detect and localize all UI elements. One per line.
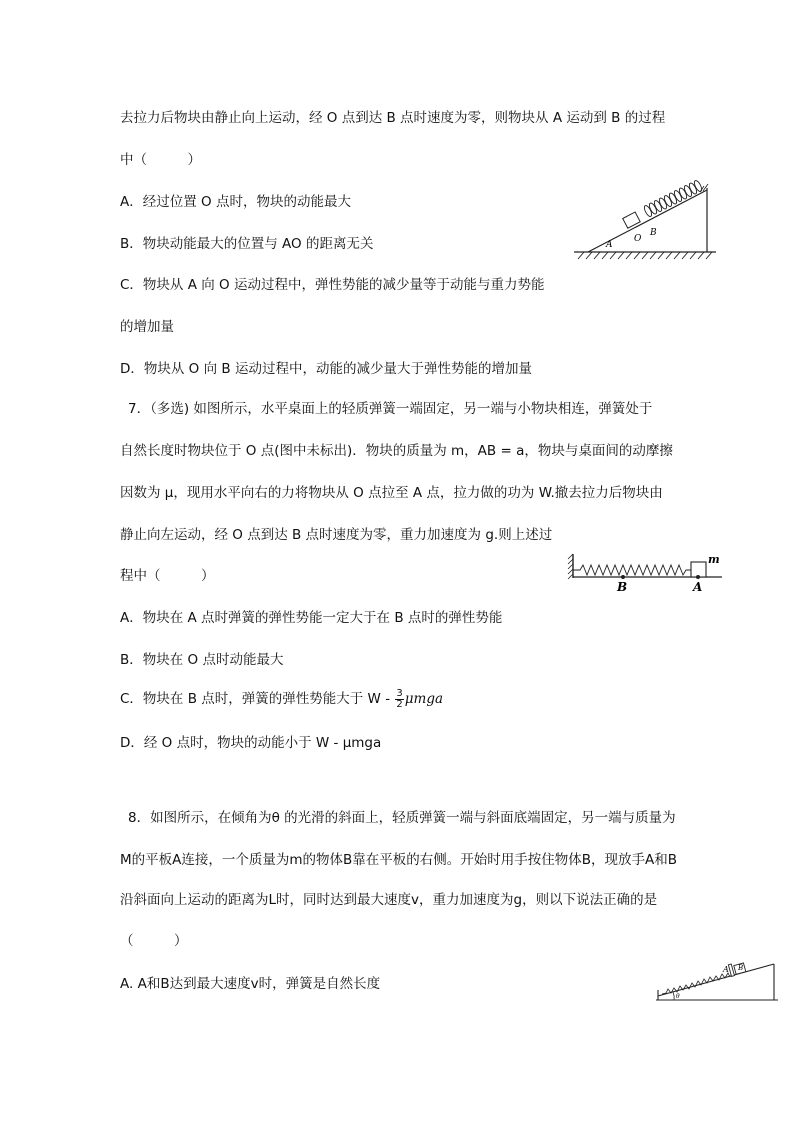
q8-stem-line2: M的平板A连接，一个质量为m的物体B靠在平板的右侧。开始时用手按住物体B，现放手A和B <box>120 852 678 868</box>
q7-stem-line5: 程中（ ） <box>120 568 215 584</box>
q7-option-c-suffix: μmga <box>404 691 444 707</box>
point-a-dot <box>696 575 700 579</box>
spring-zigzag <box>573 565 691 575</box>
ground-hatching <box>578 252 712 259</box>
spring-zigzag <box>662 973 730 994</box>
label-m: m <box>708 553 720 566</box>
label-a: A <box>606 240 613 250</box>
incline-surface <box>658 964 774 996</box>
q6-stem-line2: 中（ ） <box>120 152 201 168</box>
q6-option-b[interactable]: B．物块动能最大的位置与 AO 的距离无关 <box>120 236 374 252</box>
q7-option-b[interactable]: B．物块在 O 点时动能最大 <box>120 652 284 668</box>
q7-option-a[interactable]: A．物块在 A 点时弹簧的弹性势能一定大于在 B 点时的弹性势能 <box>120 610 503 626</box>
point-b-dot <box>621 575 625 579</box>
q7-stem-line1: 7．（多选) 如图所示，水平桌面上的轻质弹簧一端固定，另一端与小物块相连，弹簧处于 <box>128 401 653 417</box>
angle-arc <box>673 992 674 1000</box>
q7-option-d[interactable]: D．经 O 点时，物块的动能小于 W - μmga <box>120 735 382 751</box>
wall-hatching <box>568 554 573 579</box>
label-b: B <box>650 228 657 238</box>
fraction-numerator: 3 <box>396 687 403 699</box>
q7-stem-line4: 静止向左运动，经 O 点到达 B 点时速度为零，重力加速度为 g.则上述过 <box>120 527 553 543</box>
q7-option-c-fraction <box>395 689 403 710</box>
q7-option-c-prefix: C．物块在 B 点时，弹簧的弹性势能大于 W - <box>120 691 391 707</box>
q6-option-a[interactable]: A．经过位置 O 点时，物块的动能最大 <box>120 194 351 210</box>
q8-stem-line3: 沿斜面向上运动的距离为L时，同时达到最大速度v，重力加速度为g，则以下说法正确的是 <box>120 892 658 908</box>
block <box>691 562 706 577</box>
q6-option-c-line2: 的增加量 <box>120 319 174 335</box>
q8-stem-line1: 8．如图所示，在倾角为θ 的光滑的斜面上，轻质弹簧一端与斜面底端固定，另一端与质量为 <box>128 810 676 826</box>
incline-plate-figure <box>652 960 782 1002</box>
horizontal-spring-figure <box>568 550 728 596</box>
q8-option-a[interactable]: A. A和B达到最大速度v时，弹簧是自然长度 <box>120 976 381 992</box>
incline-spring-figure <box>570 183 720 268</box>
label-b: B <box>617 580 628 594</box>
q7-option-c[interactable] <box>120 684 443 714</box>
fraction-denominator: 2 <box>396 698 403 710</box>
label-o: O <box>634 234 642 244</box>
q7-stem-line2: 自然长度时物块位于 O 点(图中未标出)．物块的质量为 m，AB = a，物块与桌面间的动摩擦 <box>120 443 673 459</box>
label-b: B <box>738 964 744 972</box>
label-a: A <box>723 965 729 974</box>
q6-stem-line1: 去拉力后物块由静止向上运动，经 O 点到达 B 点时速度为零，则物块从 A 运动到 B 的过程 <box>120 110 666 126</box>
q7-stem-line3: 因数为 μ，现用水平向右的力将物块从 O 点拉至 A 点，拉力做的功为 W.撤去拉力后物块由 <box>120 485 663 501</box>
q6-option-d[interactable]: D．物块从 O 向 B 运动过程中，动能的减少量大于弹性势能的增加量 <box>120 361 532 377</box>
q6-option-c-line1[interactable]: C．物块从 A 向 O 运动过程中，弹性势能的减少量等于动能与重力势能 <box>120 277 545 293</box>
q8-stem-line4: （ ） <box>120 933 188 949</box>
label-a: A <box>693 580 703 594</box>
spring-coils <box>643 179 703 217</box>
label-theta: θ <box>676 993 680 1000</box>
